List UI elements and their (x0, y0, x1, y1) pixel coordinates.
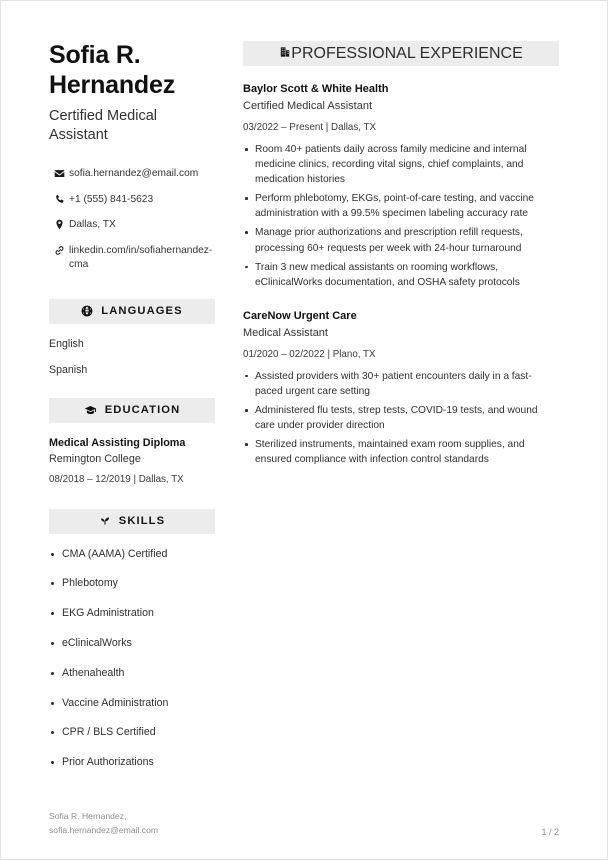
skill-item: Vaccine Administration (49, 697, 215, 711)
language-item (49, 338, 215, 350)
skill-item: EKG Administration (49, 607, 215, 621)
location-pin-icon (49, 218, 69, 230)
experience-bullets (243, 142, 559, 290)
footer-email: sofia.hernandez@email.com (49, 824, 159, 835)
link-icon (49, 244, 69, 256)
experience-company: Baylor Scott & White Health (243, 83, 389, 95)
section-title-education: EDUCATION (104, 404, 181, 417)
section-title-experience: PROFESSIONAL EXPERIENCE (291, 44, 523, 62)
experience-bullet: Room 40+ patients daily across family medicine and internal medicine clinics, recording vital signs, chief complaints, and medication histories (243, 142, 559, 187)
language-name: Spanish (49, 363, 88, 376)
experience-title: Certified Medical Assistant (243, 100, 372, 112)
skill-item: Athenahealth (49, 667, 215, 681)
skill-item: Phlebotomy (49, 577, 215, 591)
experience-bullet: Sterilized instruments, maintained exam room supplies, and ensured compliance with infection control standards (243, 437, 559, 467)
skill-item: CMA (AAMA) Certified (49, 548, 215, 562)
experience-bullet: Assisted providers with 30+ patient encounters daily in a fast-paced urgent care setting (243, 369, 559, 399)
contact-phone-text: +1 (555) 841-5623 (69, 193, 154, 205)
experience-meta: 01/2020 – 02/2022 | Plano, TX (243, 348, 376, 360)
globe-icon (81, 305, 93, 317)
experience-title: Medical Assistant (243, 326, 328, 339)
experience-bullet: Perform phlebotomy, EKGs, point-of-care testing, and vaccine administration with a 99.5% specimen labeling accuracy rate (243, 191, 559, 221)
sidebar (49, 41, 233, 786)
resume-body (1, 1, 607, 786)
language-name: English (49, 337, 84, 350)
education-meta: 08/2018 – 12/2019 | Dallas, TX (49, 473, 184, 485)
language-level-bar (127, 368, 215, 371)
experience-bullets (243, 369, 559, 468)
education-school: Remington College (49, 452, 141, 465)
experience-bullet: Manage prior authorizations and prescription refill requests, processing 60+ requests per week with 24-hour turnaround (243, 225, 559, 255)
envelope-icon (49, 167, 69, 179)
candidate-headline: Certified Medical Assistant (49, 108, 157, 144)
language-level-bar (127, 342, 215, 345)
skill-item: Prior Authorizations (49, 756, 215, 770)
skill-item: eClinicalWorks (49, 637, 215, 651)
footer-name: Sofia R. Hernandez, (49, 810, 127, 821)
section-header-experience (243, 41, 559, 66)
section-header-education (49, 398, 215, 423)
skill-item: CPR / BLS Certified (49, 726, 215, 740)
experience-entry (243, 310, 559, 468)
contact-item-email[interactable] (49, 167, 215, 181)
section-title-languages: LANGUAGES (101, 305, 183, 318)
contact-item-location (49, 218, 215, 232)
languages-list (49, 338, 215, 376)
experience-company: CareNow Urgent Care (243, 309, 357, 322)
contact-item-phone[interactable] (49, 193, 215, 207)
sprout-icon (99, 515, 111, 527)
office-building-icon (279, 45, 291, 63)
contact-item-linkedin[interactable] (49, 244, 215, 273)
footer-identity (49, 809, 158, 837)
experience-bullet: Train 3 new medical assistants on rooming workflows, eClinicalWorks documentation, and OSHA safety protocols (243, 260, 559, 290)
page-number: 1 / 2 (541, 827, 559, 837)
experience-bullet: Administered flu tests, strep tests, COVID-19 tests, and wound care under provider direction (243, 403, 559, 433)
section-header-skills (49, 509, 215, 534)
page-footer (49, 809, 559, 837)
section-header-languages (49, 299, 215, 324)
education-entry (49, 437, 215, 485)
education-degree: Medical Assisting Diploma (49, 436, 186, 449)
experience-entry (243, 83, 559, 290)
main-column (233, 41, 559, 786)
skills-list (49, 548, 215, 770)
experience-meta: 03/2022 – Present | Dallas, TX (243, 122, 377, 133)
contact-linkedin-text: linkedin.com/in/sofiahernandez-cma (69, 244, 213, 271)
contact-email-text: sofia.hernandez@email.com (69, 168, 199, 180)
contact-list (49, 167, 215, 272)
candidate-name: Sofia R. Hernandez (49, 41, 176, 99)
section-title-skills: SKILLS (118, 515, 166, 528)
language-item (49, 364, 215, 376)
contact-location-text: Dallas, TX (69, 219, 116, 231)
phone-icon (49, 193, 69, 205)
graduation-cap-icon (84, 404, 97, 417)
